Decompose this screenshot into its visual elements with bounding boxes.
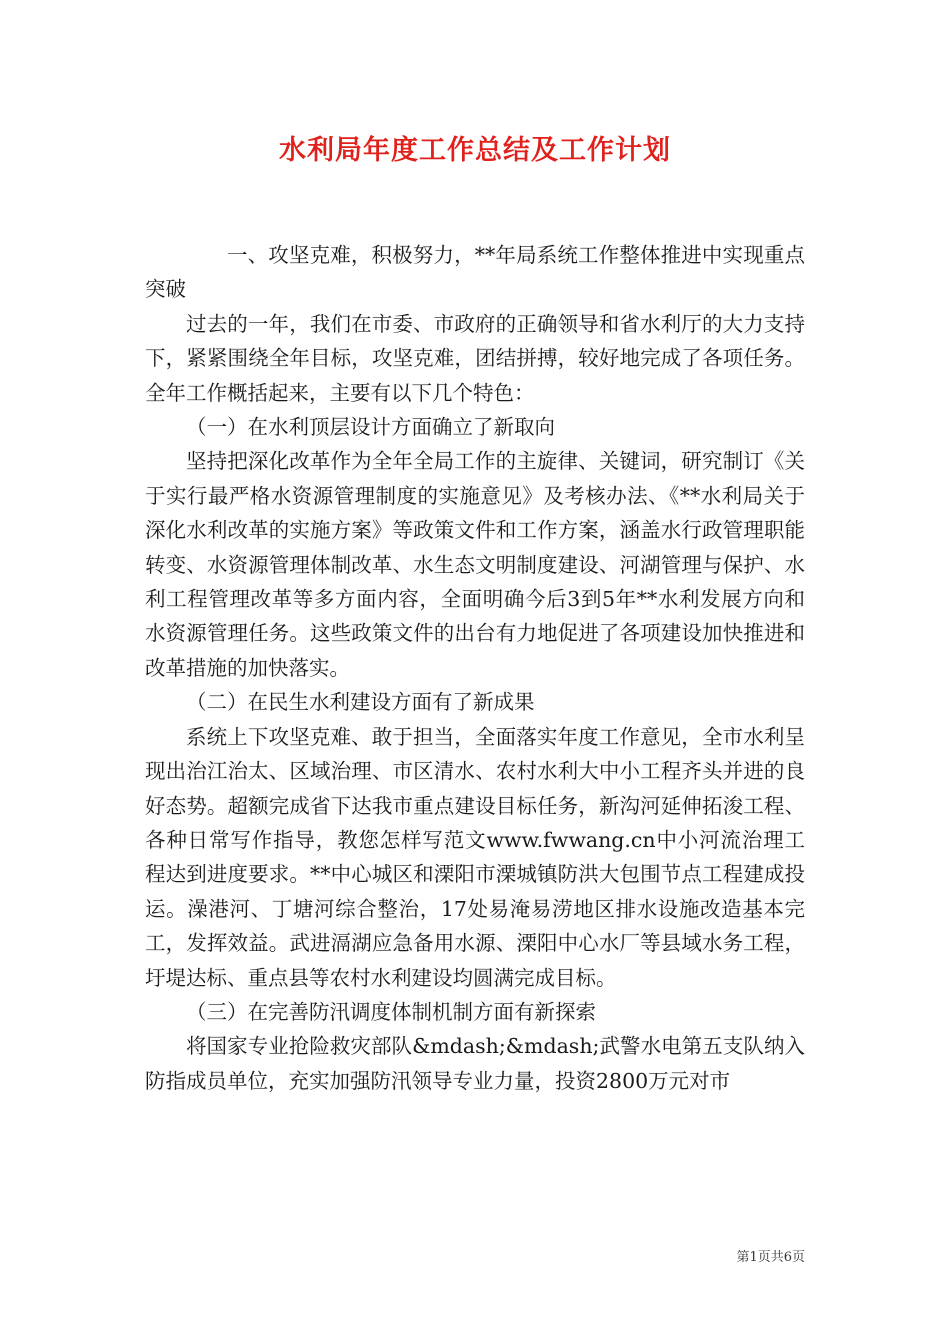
subsection-heading: （一）在水利顶层设计方面确立了新取向 (186, 415, 555, 440)
paragraph: 系统上下攻坚克难、敢于担当，全面落实年度工作意见，全市水利呈现出治江治太、区域治理、市区清水、农村水利大中小工程齐头并进的良好态势。超额完成省下达我市重点建设目标任务，新沟河延伸拓浚工程、各种日常写作指导，教您怎样写范文www.fwwang.cn中小河流治理工程达到进度要求。**中心城区和溧阳市溧城镇防洪大包围节点工程建成投运。澡港河、丁塘河综合整治，17处易淹易涝地区排水设施改造基本完工，发挥效益。武进滆湖应急备用水源、溧阳中心水厂等县域水务工程，圩堤达标、重点县等农村水利建设均圆满完成目标。 (145, 724, 805, 990)
page-title: 水利局年度工作总结及工作计划 (279, 135, 671, 166)
document-body (145, 238, 805, 1098)
subsection-heading: （二）在民生水利建设方面有了新成果 (186, 690, 535, 715)
subsection-heading: （三）在完善防汛调度体制机制方面有新探索 (186, 999, 596, 1024)
section-heading: 一、攻坚克难，积极努力，**年局系统工作整体推进中实现重点突破 (145, 243, 805, 302)
paragraph: 将国家专业抢险救灾部队&mdash;&mdash;武警水电第五支队纳入防指成员单位，充实加强防汛领导专业力量，投资2800万元对市 (145, 1034, 805, 1093)
paragraph: 过去的一年，我们在市委、市政府的正确领导和省水利厅的大力支持下，紧紧围绕全年目标，攻坚克难，团结拼搏，较好地完成了各项任务。全年工作概括起来，主要有以下几个特色： (145, 311, 805, 405)
paragraph: 坚持把深化改革作为全年全局工作的主旋律、关键词，研究制订《关于实行最严格水资源管理制度的实施意见》及考核办法、《**水利局关于深化水利改革的实施方案》等政策文件和工作方案，涵盖水行政管理职能转变、水资源管理体制改革、水生态文明制度建设、河湖管理与保护、水利工程管理改革等多方面内容，全面明确今后3到5年**水利发展方向和水资源管理任务。这些政策文件的出台有力地促进了各项建设加快推进和改革措施的加快落实。 (145, 449, 805, 680)
page-number: 第1页共6页 (736, 1250, 805, 1265)
